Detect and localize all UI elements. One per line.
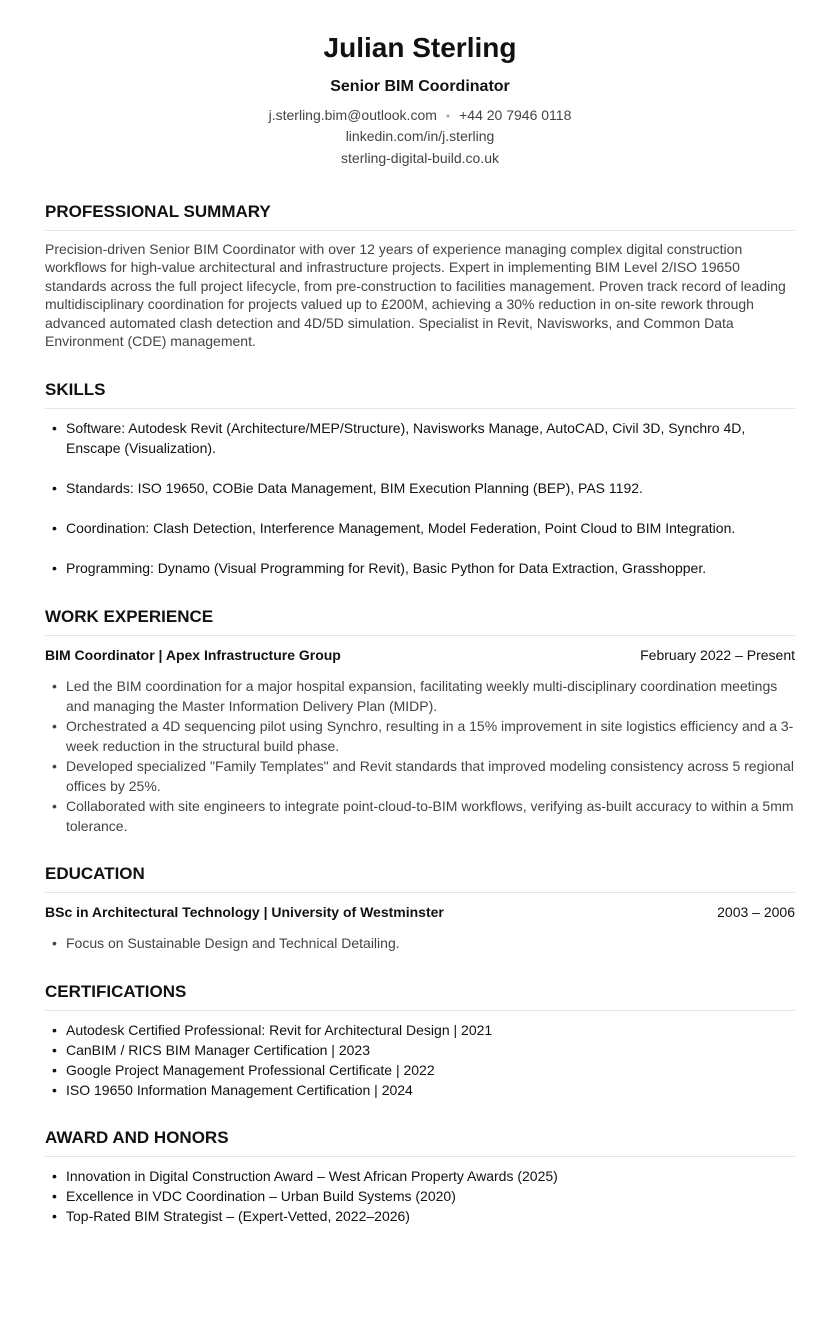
list-item: • ISO 19650 Information Management Certification | 2024: [45, 1080, 795, 1100]
list-item: • Top-Rated BIM Strategist – (Expert-Vetted, 2022–2026): [45, 1206, 795, 1226]
section-title-certifications: CERTIFICATIONS: [45, 981, 795, 1011]
list-item: • Google Project Management Professional Certificate | 2022: [45, 1060, 795, 1080]
list-item: • Led the BIM coordination for a major hospital expansion, facilitating weekly multi-disciplinary coordination meetings and managing the Master Information Delivery Plan (MIDP).: [45, 676, 795, 716]
website-link[interactable]: sterling-digital-build.co.uk: [341, 150, 499, 166]
list-item: • Autodesk Certified Professional: Revit for Architectural Design | 2021: [45, 1020, 795, 1040]
list-item: • Coordination: Clash Detection, Interference Management, Model Federation, Point Cloud to BIM Integration.: [45, 518, 795, 538]
list-item: • Software: Autodesk Revit (Architecture/MEP/Structure), Navisworks Manage, AutoCAD, Civil 3D, Synchro 4D, Enscape (Visualization).: [45, 418, 795, 458]
summary-text: Precision-driven Senior BIM Coordinator with over 12 years of experience managing complex digital construction workflows for high-value architectural and infrastructure projects. Expert in implementing BIM Level 2/ISO 19650 standards across the full project lifecycle, from pre-construction to facilities management. Proven track record of leading multidisciplinary coordination for projects valued up to £200M, achieving a 30% reduction in on-site rework through advanced automated clash detection and 4D/5D simulation. Specialist in Revit, Navisworks, and Common Data Environment (CDE) management.: [45, 241, 786, 350]
section-title-awards: AWARD AND HONORS: [45, 1127, 795, 1157]
education-header: [45, 902, 795, 922]
section-title-experience: WORK EXPERIENCE: [45, 606, 795, 636]
list-item: • Developed specialized "Family Templates" and Revit standards that improved modeling consistency across 5 regional offices by 25%.: [45, 756, 795, 796]
phone-number[interactable]: +44 20 7946 0118: [459, 107, 572, 123]
job-dates: February 2022 – Present: [640, 647, 795, 663]
list-item: • Excellence in VDC Coordination – Urban Build Systems (2020): [45, 1186, 795, 1206]
list-item: • Focus on Sustainable Design and Technical Detailing.: [45, 933, 795, 953]
linkedin-link[interactable]: linkedin.com/in/j.sterling: [345, 128, 495, 144]
list-item: • Standards: ISO 19650, COBie Data Management, BIM Execution Planning (BEP), PAS 1192.: [45, 478, 795, 498]
list-item: • CanBIM / RICS BIM Manager Certification | 2023: [45, 1040, 795, 1060]
education-heading: BSc in Architectural Technology | University of Westminster: [45, 904, 444, 920]
list-item: • Innovation in Digital Construction Award – West African Property Awards (2025): [45, 1166, 795, 1186]
email-link[interactable]: j.sterling.bim@outlook.com: [268, 107, 437, 123]
job-header: [45, 645, 795, 665]
awards-list: [45, 1166, 795, 1226]
job-heading: BIM Coordinator | Apex Infrastructure Group: [45, 647, 341, 663]
certifications-list: [45, 1020, 795, 1100]
section-title-skills: SKILLS: [45, 379, 795, 409]
contact-line-primary: [0, 106, 840, 125]
contact-separator: •: [445, 109, 451, 123]
education-bullets: [45, 933, 795, 953]
list-item: • Collaborated with site engineers to integrate point-cloud-to-BIM workflows, verifying as-built accuracy to within a 5mm tolerance.: [45, 796, 795, 836]
list-item: • Programming: Dynamo (Visual Programming for Revit), Basic Python for Data Extraction, Grasshopper.: [45, 558, 795, 578]
section-title-education: EDUCATION: [45, 863, 795, 893]
education-dates: 2003 – 2006: [717, 904, 795, 920]
candidate-name: Julian Sterling: [323, 32, 517, 63]
candidate-role: Senior BIM Coordinator: [330, 78, 510, 95]
list-item: • Orchestrated a 4D sequencing pilot using Synchro, resulting in a 15% improvement in site logistics efficiency and a 3-week reduction in the structural build phase.: [45, 716, 795, 756]
section-title-summary: PROFESSIONAL SUMMARY: [45, 201, 795, 231]
skills-list: [45, 418, 795, 598]
job-bullets: [45, 676, 795, 836]
